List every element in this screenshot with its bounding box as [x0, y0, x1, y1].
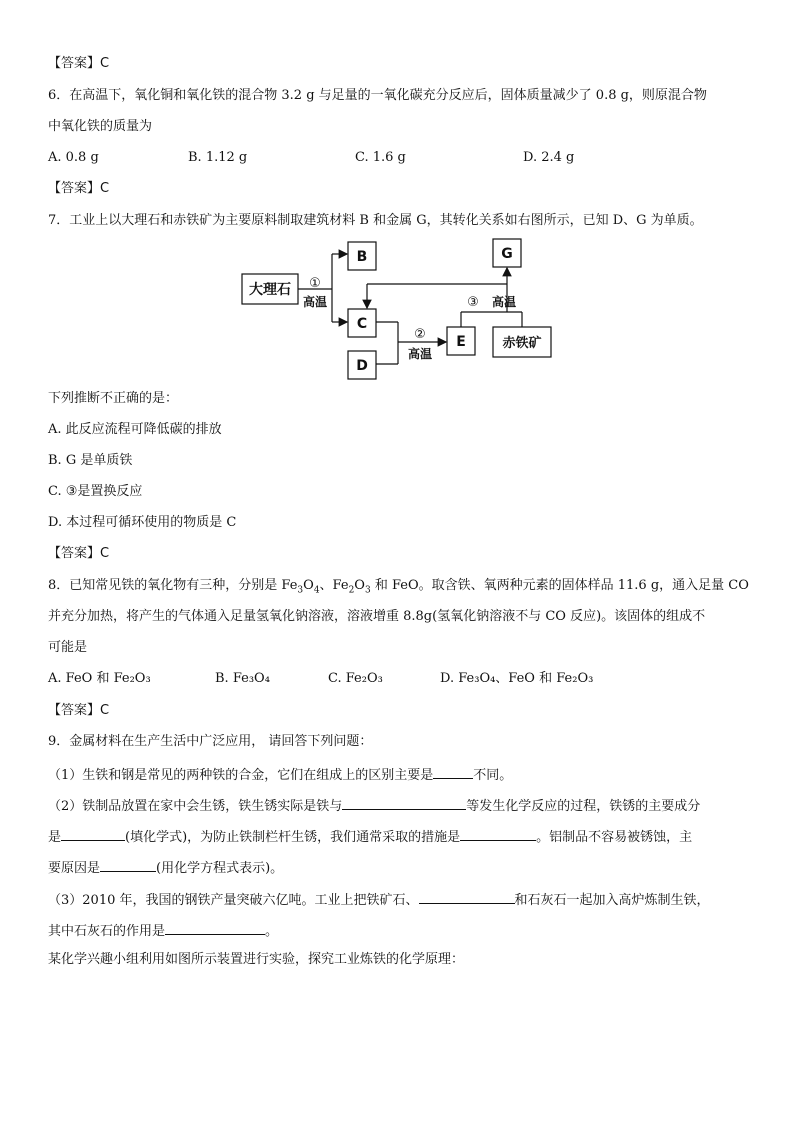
blank-6[interactable] — [419, 890, 515, 904]
label-marble: 大理石 — [249, 282, 291, 298]
label-hematite: 赤铁矿 — [502, 336, 542, 351]
blank-4[interactable] — [460, 827, 536, 841]
blank-1[interactable] — [433, 765, 473, 779]
condition-2: 高温 — [407, 347, 433, 361]
q9-part3-line2: 其中石灰石的作用是 。 — [48, 921, 278, 940]
q7-option-d: D. 本过程可循环使用的物质是 C — [48, 515, 237, 530]
q7-flow-diagram — [235, 234, 555, 384]
q9-part2-line3: 要原因是 (用化学方程式表示)。 — [48, 858, 283, 877]
q7-option-b: B. G 是单质铁 — [48, 453, 133, 468]
blank-2[interactable] — [342, 796, 466, 810]
q7-option-c: C. ③是置换反应 — [48, 484, 143, 499]
q6-option-c: C. 1.6 g — [355, 150, 406, 165]
q8-option-b: B. Fe₃O₄ — [215, 671, 270, 686]
step-1-label: ① — [309, 276, 321, 291]
q8-stem-line2: 并充分加热，将产生的气体通入足量氢氧化钠溶液，溶液增重 8.8g(氢氧化钠溶液不与 CO 反应)。该固体的组成不 — [48, 609, 706, 624]
q9-part2-line1: （2）铁制品放置在家中会生锈，铁生锈实际是铁与 等发生化学反应的过程，铁锈的主要成分 — [48, 796, 700, 815]
q7-prompt: 下列推断不正确的是： — [48, 391, 179, 406]
q5-answer: 【答案】C — [48, 56, 110, 71]
q8-answer: 【答案】C — [48, 703, 110, 718]
q8-stem-line1: 8．已知常见铁的氧化物有三种，分别是 $Fe_3O_4$、$Fe_2O_3$ 和 FeO。取含铁、氧两种元素的固体样品 11.6 g，通入足量 CO — [48, 578, 749, 596]
q6-option-a: A. 0.8 g — [48, 150, 99, 165]
blank-7[interactable] — [165, 921, 265, 935]
blank-5[interactable] — [100, 858, 156, 872]
q9-part2-line2: 是 (填化学式)，为防止铁制栏杆生锈，我们通常采取的措施是 。铝制品不容易被锈蚀，主 — [48, 827, 692, 846]
label-b: B — [356, 249, 368, 265]
label-g: G — [501, 246, 513, 262]
step-3-label: ③ — [467, 295, 479, 310]
q7-stem: 7．工业上以大理石和赤铁矿为主要原料制取建筑材料 B 和金属 G，其转化关系如右图所示，已知 D、G 为单质。 — [48, 213, 703, 228]
label-c: C — [356, 316, 368, 332]
q8-option-d: D. Fe₃O₄、FeO 和 Fe₂O₃ — [440, 671, 594, 686]
q9-stem: 9．金属材料在生产生活中广泛应用， 请回答下列问题： — [48, 734, 373, 749]
q8-option-c: C. Fe₂O₃ — [328, 671, 383, 686]
label-d: D — [356, 358, 368, 374]
q9-experiment-intro: 某化学兴趣小组利用如图所示装置进行实验，探究工业炼铁的化学原理： — [48, 952, 465, 967]
q7-answer: 【答案】C — [48, 546, 110, 561]
q8-stem-line3: 可能是 — [48, 640, 88, 655]
blank-3[interactable] — [61, 827, 125, 841]
label-e: E — [456, 334, 466, 350]
q6-stem-line2: 中氧化铁的质量为 — [48, 119, 153, 134]
q6-option-d: D. 2.4 g — [523, 150, 575, 165]
condition-1: 高温 — [302, 295, 328, 309]
step-2-label: ② — [414, 327, 426, 342]
q6-option-b: B. 1.12 g — [188, 150, 248, 165]
q6-stem-line1: 6．在高温下，氧化铜和氧化铁的混合物 3.2 g 与足量的一氧化碳充分反应后，固体质量减少了 0.8 g，则原混合物 — [48, 88, 707, 103]
q7-option-a: A. 此反应流程可降低碳的排放 — [48, 422, 222, 437]
q8-option-a: A. FeO 和 Fe₂O₃ — [48, 671, 151, 686]
q9-part1: （1）生铁和钢是常见的两种铁的合金，它们在组成上的区别主要是 不同。 — [48, 765, 512, 784]
q6-answer: 【答案】C — [48, 181, 110, 196]
q9-part3-line1: （3）2010 年，我国的钢铁产量突破六亿吨。工业上把铁矿石、 和石灰石一起加入高炉炼制生铁， — [48, 890, 710, 909]
condition-3: 高温 — [491, 295, 517, 309]
